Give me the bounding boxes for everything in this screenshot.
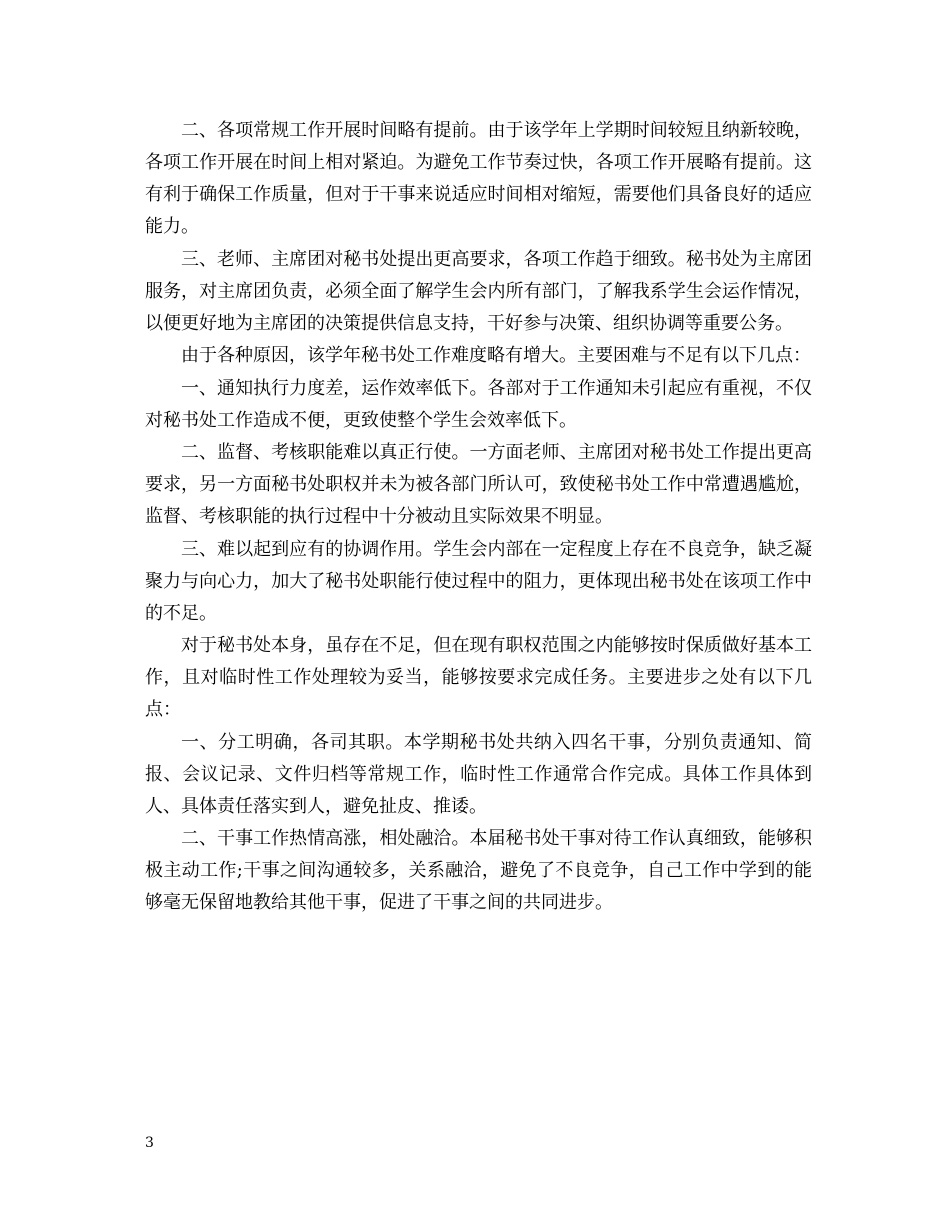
paragraph-3: 由于各种原因，该学年秘书处工作难度略有增大。主要困难与不足有以下几点： bbox=[181, 345, 811, 366]
paragraph-2: 三、老师、主席团对秘书处提出更高要求，各项工作趋于细致。秘书处为主席团服务，对主席团负责，必须全面了解学生会内所有部门，了解我系学生会运作情况，以便更好地为主席团的决策提供信息支持，干好参与决策、组织协调等重要公务。 bbox=[145, 248, 812, 334]
paragraph-7: 对于秘书处本身，虽存在不足，但在现有职权范围之内能够按时保质做好基本工作，且对临时性工作处理较为妥当，能够按要求完成任务。主要进步之处有以下几点： bbox=[145, 635, 812, 720]
paragraph-4: 一、通知执行力度差，运作效率低下。各部对于工作通知未引起应有重视，不仅对秘书处工作造成不便，更致使整个学生会效率低下。 bbox=[145, 377, 812, 431]
paragraph-1: 二、各项常规工作开展时间略有提前。由于该学年上学期时间较短且纳新较晚，各项工作开展在时间上相对紧迫。为避免工作节奏过快，各项工作开展略有提前。这有利于确保工作质量，但对于干事来说适应时间相对缩短，需要他们具备良好的适应能力。 bbox=[145, 120, 812, 237]
paragraph-6: 三、难以起到应有的协调作用。学生会内部在一定程度上存在不良竞争，缺乏凝聚力与向心力，加大了秘书处职能行使过程中的阻力，更体现出秘书处在该项工作中的不足。 bbox=[145, 538, 812, 624]
paragraph-5: 二、监督、考核职能难以真正行使。一方面老师、主席团对秘书处工作提出更高要求，另一方面秘书处职权并未为被各部门所认可，致使秘书处工作中常遭遇尴尬，监督、考核职能的执行过程中十分被动且实际效果不明显。 bbox=[145, 442, 812, 527]
paragraph-9: 二、干事工作热情高涨，相处融洽。本届秘书处干事对待工作认真细致，能够积极主动工作;干事之间沟通较多，关系融洽，避免了不良竞争，自己工作中学到的能够毫无保留地教给其他干事，促进了干事之间的共同进步。 bbox=[145, 828, 812, 913]
page-number: 3 bbox=[145, 1135, 154, 1151]
document-body bbox=[145, 115, 812, 920]
paragraph-8: 一、分工明确，各司其职。本学期秘书处共纳入四名干事，分别负责通知、简报、会议记录、文件归档等常规工作，临时性工作通常合作完成。具体工作具体到人、具体责任落实到人，避免扯皮、推诿。 bbox=[145, 731, 812, 817]
